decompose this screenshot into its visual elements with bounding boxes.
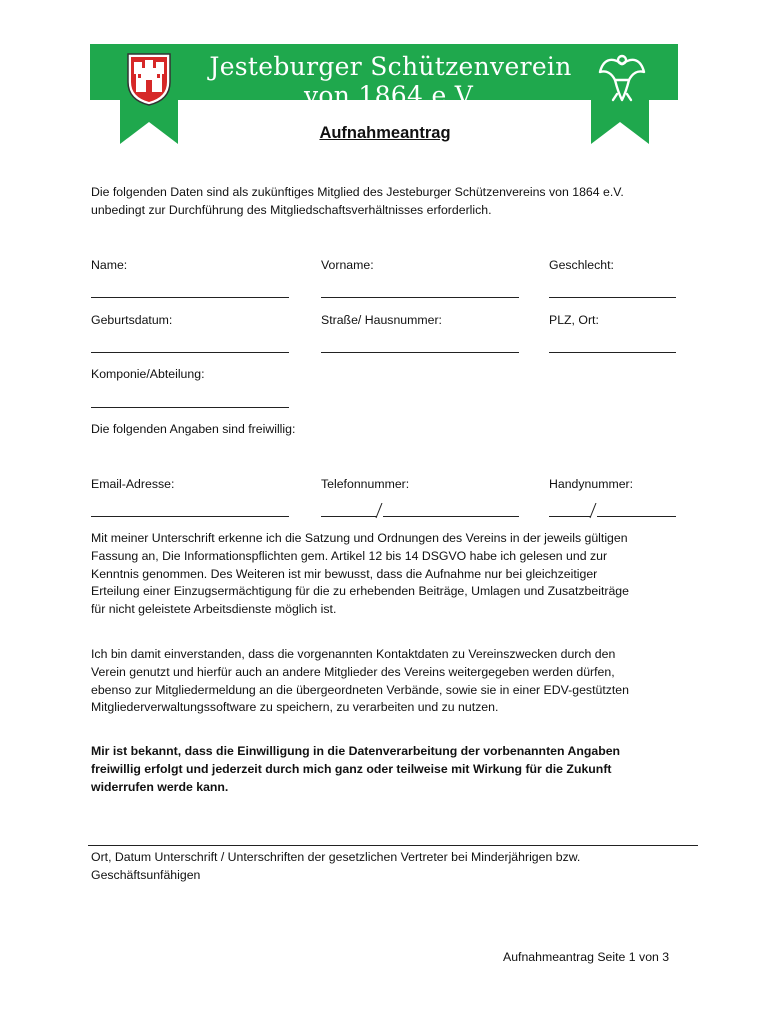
para2-line: Verein genutzt und hierfür auch an andere Mitglieder des Vereins weitergegeben werden dürfen, [91, 664, 615, 679]
page-footer: Aufnahmeantrag Seite 1 von 3 [503, 950, 670, 964]
input-line-plz-ort[interactable] [549, 352, 676, 353]
consent-paragraph-2 [91, 646, 681, 717]
para3-line: widerrufen werde kann. [91, 779, 229, 794]
intro-line-1: Die folgenden Daten sind als zukünftiges Mitglied des Jesteburger Schützenvereins von 1864 e.V. [91, 185, 624, 199]
slash-separator-handy [589, 503, 597, 519]
label-kompanie: Komponie/Abteilung: [91, 367, 205, 381]
input-line-kompanie[interactable] [91, 407, 289, 408]
label-plz-ort: PLZ, Ort: [549, 313, 599, 327]
consent-paragraph-1 [91, 530, 681, 619]
para1-line: Erteilung einer Einzugsermächtigung für die zu erhebenden Beiträge, Umlagen und Zusatzbeiträge [91, 584, 629, 599]
para2-line: ebenso zur Mitgliedermeldung an die übergeordneten Verbände, sowie sie in einer EDV-gestützten [91, 682, 629, 697]
optional-note: Die folgenden Angaben sind freiwillig: [91, 422, 296, 436]
page-title: Aufnahmeantrag [319, 124, 451, 142]
input-line-geschlecht[interactable] [549, 297, 676, 298]
slash-separator-telefon [375, 503, 383, 519]
label-geschlecht: Geschlecht: [549, 258, 614, 272]
signature-caption-line: Ort, Datum Unterschrift / Unterschriften der gesetzlichen Vertreter bei Minderjährigen bzw. [91, 850, 581, 864]
intro-line-2: unbedingt zur Durchführung des Mitgliedschaftsverhältnisses erforderlich. [91, 203, 492, 217]
para1-line: Kenntnis genommen. Des Weiteren ist mir bewusst, dass die Aufnahme nur bei gleichzeitiger [91, 566, 598, 581]
para3-line: freiwillig erfolgt und jederzeit durch mich ganz oder teilweise mit Wirkung für die Zukunft [91, 761, 612, 776]
para1-line: Fassung an, Die Informationspflichten gem. Artikel 12 bis 14 DSGVO habe ich gelesen und zur [91, 548, 608, 563]
input-line-vorname[interactable] [321, 297, 519, 298]
input-line-handy-nummer[interactable] [597, 516, 676, 517]
label-name: Name: [91, 258, 128, 272]
signature-caption-line: Geschäftsunfähigen [91, 867, 201, 882]
input-line-strasse[interactable] [321, 352, 519, 353]
para1-line: Mit meiner Unterschrift erkenne ich die Satzung und Ordnungen des Vereins in der jeweils gültigen [91, 531, 628, 545]
input-line-telefon-vorwahl[interactable] [321, 516, 377, 517]
signature-caption [91, 849, 681, 885]
para2-line: Ich bin damit einverstanden, dass die vorgenannten Kontaktdaten zu Vereinszwecken durch den [91, 647, 616, 661]
label-email: Email-Adresse: [91, 477, 175, 491]
consent-paragraph-3 [91, 743, 681, 796]
coat-of-arms-icon [126, 52, 172, 106]
signature-line[interactable] [88, 845, 698, 846]
para3-line: Mir ist bekannt, dass die Einwilligung in die Datenverarbeitung der vorbenannten Angaben [91, 744, 621, 758]
label-telefon: Telefonnummer: [321, 477, 410, 491]
input-line-handy-vorwahl[interactable] [549, 516, 591, 517]
para2-line: Mitgliederverwaltungssoftware zu speichern, zu verarbeiten und zu nutzen. [91, 700, 499, 715]
club-name: Jesteburger Schützenverein von 1864 e.V. [209, 52, 572, 110]
input-line-email[interactable] [91, 516, 289, 517]
input-line-name[interactable] [91, 297, 289, 298]
para1-line: für nicht geleistete Arbeitsdienste möglich ist. [91, 602, 337, 617]
label-vorname: Vorname: [321, 258, 374, 272]
input-line-geburtsdatum[interactable] [91, 352, 289, 353]
label-handy: Handynummer: [549, 477, 634, 491]
label-strasse: Straße/ Hausnummer: [321, 313, 442, 327]
eagle-icon [597, 50, 647, 104]
label-geburtsdatum: Geburtsdatum: [91, 313, 173, 327]
input-line-telefon-nummer[interactable] [383, 516, 519, 517]
